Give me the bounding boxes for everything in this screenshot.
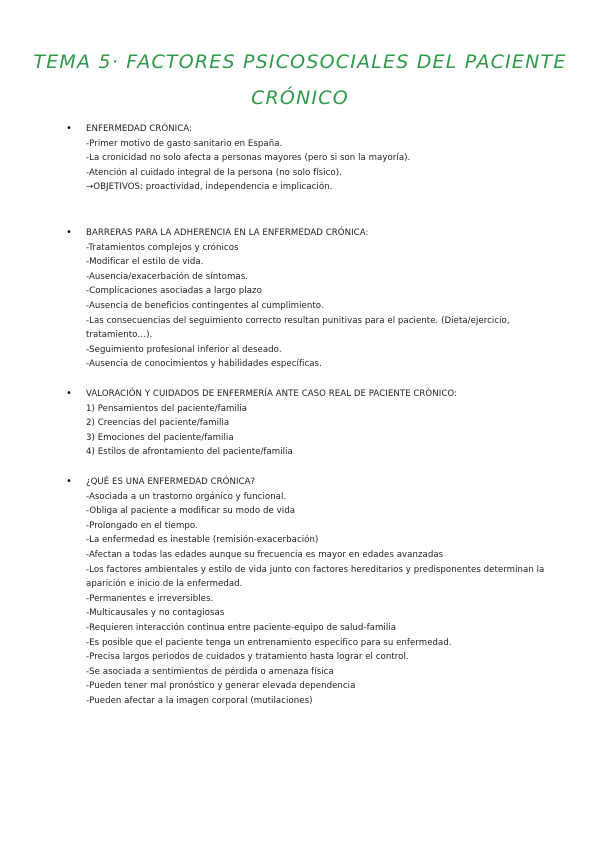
list-item: -Es posible que el paciente tenga un entrenamiento específico para su enfermedad. [86,637,452,648]
list-item: -Seguimiento profesional inferior al deseado. [86,344,282,355]
list-item: aparición e inicio de la enfermedad. [86,579,243,590]
list-item: 1) Pensamientos del paciente/familia [86,403,248,414]
list-item: -Afectan a todas las edades aunque su frecuencia es mayor en edades avanzadas [86,549,444,560]
section-barreras-adherencia [66,226,556,372]
section-que-es-enfermedad-cronica [66,475,556,709]
list-item: -Ausencia/exacerbación de síntomas. [86,271,249,282]
list-item: -Asociada a un trastorno orgánico y funcional. [86,491,287,502]
list-item: -Requieren interacción continua entre paciente-equipo de salud-familia [86,622,397,633]
list-item: -Ausencia de conocimientos y habilidades específicas. [86,359,322,370]
list-item: -Los factores ambientales y estilo de vida junto con factores hereditarios y predisponentes determinan la [86,564,545,575]
list-item: -Pueden tener mal pronóstico y generar elevada dependencia [86,681,356,692]
list-item: -Pueden afectar a la imagen corporal (mutilaciones) [86,695,313,706]
list-item: →OBJETIVOS: proactividad, independencia e implicación. [86,182,333,193]
bullet-icon: • [66,123,72,134]
page-title-line-2: CRÓNICO [251,87,349,109]
list-item: -Modificar el estilo de vida. [86,257,204,268]
list-item: -Se asociada a sentimientos de pérdida o amenaza física [86,666,334,677]
list-item: 3) Emociones del paciente/familia [86,432,234,443]
list-item: 4) Estilos de afrontamiento del paciente/familia [86,447,293,458]
section-enfermedad-cronica [66,122,556,195]
list-item: -Prolongado en el tiempo. [86,520,198,531]
list-item: -Obliga al paciente a modificar su modo de vida [86,506,296,517]
bullet-icon: • [66,388,72,399]
section-valoracion-cuidados [66,387,556,460]
list-item: tratamiento…). [86,330,153,341]
list-item: -Ausencia de beneficios contingentes al cumplimiento. [86,300,324,311]
list-item: -La cronicidad no solo afecta a personas mayores (pero si son la mayoría). [86,153,411,164]
list-item: -La enfermedad es inestable (remisión-exacerbación) [86,535,319,546]
list-item: -Primer motivo de gasto sanitario en España. [86,138,283,149]
bullet-icon: • [66,476,72,487]
section-heading: BARRERAS PARA LA ADHERENCIA EN LA ENFERMEDAD CRÓNICA: [86,228,369,238]
section-heading: VALORACIÓN Y CUIDADOS DE ENFERMERÍA ANTE CASO REAL DE PACIENTE CRÓNICO: [86,389,457,399]
list-item: -Permanentes e irreversibles. [86,593,214,604]
list-item: -Multicausales y no contagiosas [86,608,225,619]
list-item: -Tratamientos complejos y crónicos [86,242,239,253]
section-heading: ¿QUÉ ES UNA ENFERMEDAD CRÓNICA? [86,477,256,487]
list-item: -Atención al cuidado integral de la persona (no solo físico). [86,167,342,178]
list-item: -Las consecuencias del seguimiento correcto resultan punitivas para el paciente. (Dieta/ejercicio, [86,315,510,326]
bullet-icon: • [66,227,72,238]
list-item: -Complicaciones asociadas a largo plazo [86,286,262,297]
list-item: 2) Creencias del paciente/familia [86,418,230,429]
section-heading: ENFERMEDAD CRÓNICA: [86,124,193,134]
list-item: -Precisa largos periodos de cuidados y tratamiento hasta lograr el control. [86,652,409,663]
page-title-line-1: TEMA 5· FACTORES PSICOSOCIALES DEL PACIENTE [33,51,567,73]
